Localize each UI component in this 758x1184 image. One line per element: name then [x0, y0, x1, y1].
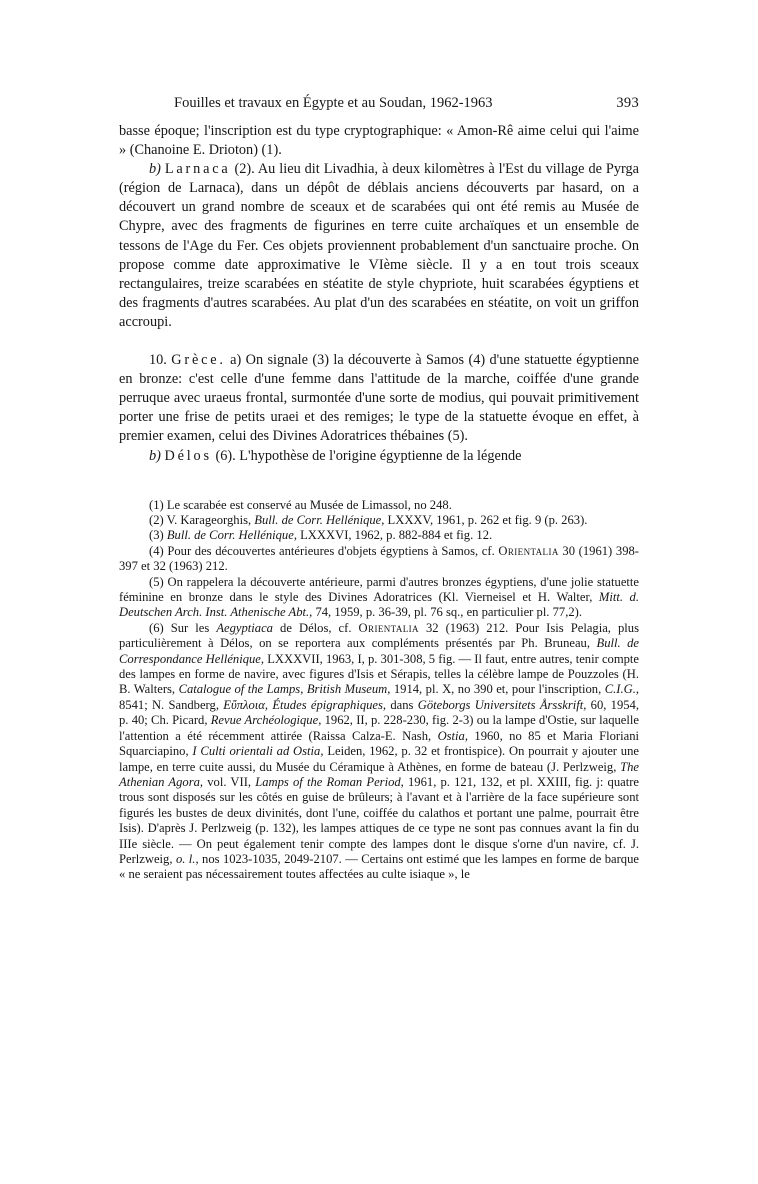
- fn-text: (4) Pour des découvertes antérieures d'objets égyptiens à Samos, cf.: [149, 543, 499, 558]
- fn-journal: Bull. de Corr. Hellénique,: [254, 513, 385, 527]
- paragraph-text: a) On signale (3) la découverte à Samos (4) d'une statuette égyptienne en bronze: c'est celle d'une femme dans l'attitude de la marche, coiffée d'une grande perruque avec uraeus frontal, surmontée d'une sorte de modius, qui pouvait primitivement porter une frise de petits uraei et des remiges; le type de la statuette évoque en effet, à premier examen, celui des Divines Adoratrices thébaines (5).: [119, 352, 639, 445]
- fn-text: (5) On rappelera la découverte antérieure, parmi d'autres bronzes égyptiens, d'une jolie statuette féminine en bronze dans le style des Divines Adoratrices (Kl. Vierneisel et H. Walter,: [119, 574, 639, 605]
- place-name-larnaca: Larnaca: [164, 161, 231, 178]
- place-name-delos: Délos: [164, 447, 212, 464]
- fn-journal: Mitt. d. Deutschen Arch. Inst. Athenische Abt.,: [119, 590, 639, 620]
- footnote-1: (1) Le scarabée est conservé au Musée de Limassol, no 248.: [149, 497, 452, 512]
- item-label: b): [149, 447, 161, 464]
- fn-text: 30 (1961) 398-397 et 32 (1963) 212.: [119, 543, 639, 574]
- fn-italic: C.I.G.,: [604, 682, 640, 697]
- fn-text: (2) V. Karageorghis,: [149, 513, 255, 527]
- fn-journal: Orientalia: [498, 543, 559, 558]
- fn-text: LXXXV, 1961, p. 262 et fig. 9 (p. 263).: [384, 513, 588, 527]
- paragraph-amon-re: basse époque; l'inscription est du type cryptographique: « Amon-Rê aime celui qui l'aime » (Chanoine E. Drioton) (1).: [119, 123, 639, 159]
- fn-text: LXXXVI, 1962, p. 882-884 et fig. 12.: [296, 528, 493, 543]
- fn-italic: Ostia,: [437, 728, 469, 743]
- paragraph-text: L'hypothèse de l'origine égyptienne de la légende: [235, 447, 522, 464]
- section-number: 10.: [149, 352, 167, 369]
- fn-italic: Lamps of the Roman Period,: [255, 774, 404, 789]
- fn-text: dans: [386, 697, 418, 712]
- fn-text: 8541; N. Sandberg,: [119, 697, 224, 712]
- fn-italic: Göteborgs Universitets Årsskrift,: [417, 697, 587, 712]
- fn-journal: Orientalia: [358, 620, 419, 635]
- fn-text: vol. VII,: [203, 774, 256, 789]
- item-label: b): [149, 161, 161, 178]
- place-name-grece: Grèce.: [171, 352, 226, 369]
- footnotes: [119, 498, 639, 883]
- fn-text: (6) Sur les: [149, 620, 217, 635]
- running-header: [174, 94, 639, 112]
- page-number: 393: [616, 95, 639, 111]
- fn-text: de Délos, cf.: [272, 620, 359, 635]
- footnote-2: [119, 513, 639, 528]
- fn-text: Leiden, 1962, p. 32 et frontispice). On pourrait y ajouter une lampe, en terre cuite aussi, du Musée du Céramique à Athènes, en forme de bateau (J. Perlzweig,: [119, 744, 639, 774]
- footnote-ref: (2).: [234, 161, 255, 178]
- fn-text: nos 1023-1035, 2049-2107. — Certains ont estimé que les lampes en forme de barque « ne seraient pas nécessairement toutes affectées au culte isiaque », le: [119, 851, 639, 882]
- fn-text: 60, 1954, p. 40; Ch. Picard,: [119, 697, 639, 728]
- paragraph-grece: [119, 351, 639, 446]
- book-page: [119, 94, 639, 883]
- fn-text: 1961, p. 121, 132, et pl. XXIII, fig. j: quatre trous sont disposés sur les côtés en guise de brûleurs; à l'avant et à l'arrière de la face supérieure sont figurés les bustes de deux divinités, dont l'une, coiffée du calathos et portant une palme, pourrait être Isis). D'après J. Perlzweig (p. 132), les lampes attiques de ce type ne sont pas connues avant la fin du IIIe siècle. — On peut également tenir compte des lampes dont le disque s'orne d'un navire, cf. J. Perlzweig,: [119, 774, 639, 866]
- fn-italic: Εὔπλοια, Études épigraphiques,: [223, 697, 387, 712]
- fn-italic: I Culti orientali ad Ostia,: [192, 744, 324, 759]
- fn-italic: o. l.,: [175, 851, 199, 866]
- fn-text: 1960, no 85 et Maria Floriani Squarciapino,: [119, 728, 640, 759]
- main-text: [119, 122, 639, 466]
- fn-text: (3): [149, 528, 167, 543]
- fn-italic: Revue Archéologique,: [210, 713, 322, 728]
- fn-text: 1914, pl. X, no 390 et, pour l'inscription,: [390, 682, 605, 697]
- paragraph-larnaca: [119, 160, 639, 332]
- footnote-3: [119, 528, 639, 543]
- paragraph-text: Au lieu dit Livadhia, à deux kilomètres à l'Est du village de Pyrga (région de Larnaca), dans un dépôt de déblais anciens découverts par hasard, on a découvert un grand nombre de sceaux et de scarabées qui ont été remis au Musée de Chypre, avec des fragments de figurines en terre cuite archaïques et un ensemble de tessons de l'Age du Fer. Ces objets proviennent probablement d'un sanctuaire proche. On propose comme date approximative le VIème siècle. Il y a en tout trois sceaux rectangulaires, treize scarabées en stéatite de style chypriote, huit scarabées égyptiens et des fragments d'autres scarabées. Au plat d'un des scarabées en stéatite, on voit un griffon accroupi.: [119, 161, 640, 330]
- fn-text: 32 (1963) 212. Pour Isis Pelagia, plus particulièrement à Délos, on se reportera aux compléments présentés par Ph. Bruneau,: [119, 620, 639, 651]
- fn-text: 74, 1959, p. 36-39, pl. 76 sq., en particulier pl. 77,2).: [312, 605, 582, 620]
- paragraph-delos: [119, 447, 639, 466]
- fn-journal: Bull. de Corr. Hellénique,: [166, 528, 297, 543]
- fn-italic: Bull. de Correspondance Hellénique,: [119, 636, 640, 666]
- fn-italic: Catalogue of the Lamps, British Museum,: [178, 682, 391, 697]
- fn-text: LXXXVII, 1963, I, p. 301-308, 5 fig. — Il faut, entre autres, tenir compte des lampes en forme de navire, avec figures d'Isis et Sérapis, telles la célèbre lampe de Pouzzoles (H. B. Walters,: [119, 651, 640, 697]
- fn-text: 1962, II, p. 228-230, fig. 2-3) ou la lampe d'Ostie, sur laquelle l'attention a été récemment attirée (Raissa Calza-E. Nash,: [119, 713, 639, 743]
- footnote-5: [119, 575, 639, 621]
- fn-italic: The Athenian Agora,: [119, 759, 639, 789]
- footnote-4: [119, 544, 639, 575]
- running-title: Fouilles et travaux en Égypte et au Soudan, 1962-1963: [174, 95, 493, 111]
- footnote-6: [119, 621, 639, 883]
- footnote-ref: (6).: [215, 447, 236, 464]
- fn-italic: Aegyptiaca: [216, 620, 273, 635]
